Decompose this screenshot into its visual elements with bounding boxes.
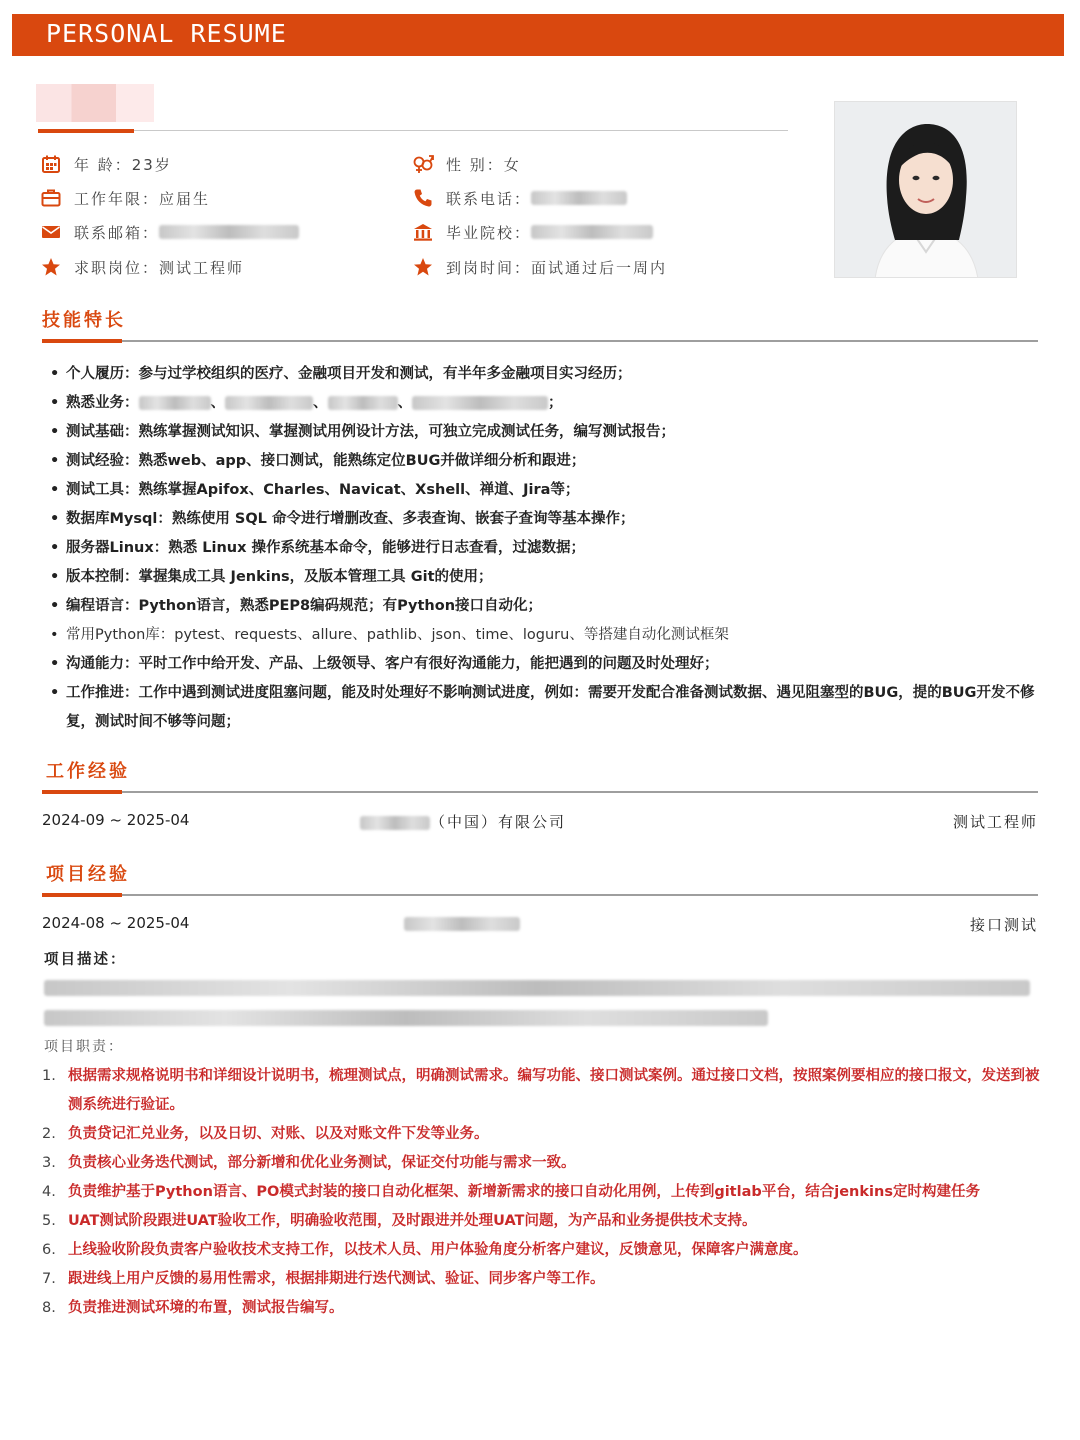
email-redacted bbox=[159, 225, 299, 239]
redacted-text bbox=[225, 396, 313, 410]
project-name-redacted bbox=[404, 917, 520, 931]
school-redacted bbox=[531, 225, 653, 239]
redacted-text bbox=[412, 396, 548, 410]
calendar-icon bbox=[40, 153, 62, 175]
skill-item: • 熟悉业务： 、 、 、 ； bbox=[46, 389, 1040, 418]
school-icon bbox=[412, 221, 434, 243]
duty-item: 1. 根据需求规格说明书和详细设计说明书，梳理测试点，明确测试需求。编写功能、接口测试案例。通过接口文档，按照案例要相应的接口报文，发送到被测系统进行验证。 bbox=[42, 1068, 1040, 1113]
page-title: PERSONAL RESUME bbox=[46, 19, 287, 48]
phone-icon bbox=[412, 187, 434, 209]
project-duty-label: 项目职责： bbox=[44, 1039, 124, 1055]
duty-item: 5. UAT测试阶段跟进UAT验收工作，明确验收范围，及时跟进并处理UAT问题，为产品和业务提供技术支持。 bbox=[42, 1213, 757, 1229]
project-type: 接口测试 bbox=[969, 916, 1038, 934]
info-gender-text: 性 别：女 bbox=[446, 155, 521, 174]
phone-redacted bbox=[531, 191, 627, 205]
work-date: 2024-09 ~ 2025-04 bbox=[42, 811, 190, 829]
skill-item: • 工作推进：工作中遇到测试进度阻塞问题，能及时处理好不影响测试进度，例如：需要开发配合准备测试数据、遇见阻塞型的BUG，提的BUG开发不修复，测试时间不够等问题； bbox=[46, 679, 1040, 737]
info-gender bbox=[412, 152, 521, 176]
project-desc-redacted bbox=[44, 980, 1030, 1026]
info-phone bbox=[412, 186, 627, 210]
company-redacted bbox=[360, 816, 430, 830]
work-role: 测试工程师 bbox=[952, 813, 1038, 831]
info-position bbox=[40, 255, 244, 279]
briefcase-icon bbox=[40, 187, 62, 209]
info-arrival-text: 到岗时间：面试通过后一周内 bbox=[446, 258, 668, 277]
redacted-text bbox=[139, 396, 211, 410]
skill-item: • 编程语言：Python语言，熟悉PEP8编码规范；有Python接口自动化； bbox=[46, 592, 1040, 621]
skills-list bbox=[46, 360, 1040, 737]
info-email bbox=[40, 220, 299, 244]
skills-title: 技能特长 bbox=[42, 310, 126, 331]
project-title: 项目经验 bbox=[46, 864, 130, 885]
star-icon bbox=[412, 256, 434, 278]
duty-item: 4. 负责维护基于Python语言、PO模式封装的接口自动化框架、新增新需求的接口自动化用例，上传到gitlab平台，结合jenkins定时构建任务 bbox=[42, 1184, 980, 1200]
info-work-years-text: 工作年限：应届生 bbox=[74, 189, 211, 208]
profile-photo bbox=[834, 101, 1017, 278]
skill-item: • 服务器Linux：熟悉 Linux 操作系统基本命令，能够进行日志查看，过滤数据； bbox=[46, 534, 1040, 563]
info-work-years bbox=[40, 186, 210, 210]
skills-divider-accent bbox=[42, 339, 122, 343]
info-school-label: 毕业院校： bbox=[446, 223, 532, 242]
info-age bbox=[40, 152, 172, 176]
skills-divider bbox=[42, 340, 1038, 342]
duty-item: 3. 负责核心业务迭代测试，部分新增和优化业务测试，保证交付功能与需求一致。 bbox=[42, 1155, 576, 1171]
work-title: 工作经验 bbox=[46, 761, 130, 782]
duty-list bbox=[42, 1062, 1040, 1323]
skill-item: • 测试经验：熟悉web、app、接口测试，能熟练定位BUG并做详细分析和跟进； bbox=[46, 447, 1040, 476]
skill-item: • 数据库Mysql：熟练使用 SQL 命令进行增删改查、多表查询、嵌套子查询等基本操作； bbox=[46, 505, 1040, 534]
skill-item: • 沟通能力：平时工作中给开发、产品、上级领导、客户有很好沟通能力，能把遇到的问题及时处理好； bbox=[46, 650, 1040, 679]
name-redacted bbox=[36, 84, 154, 122]
project-desc-label: 项目描述： bbox=[44, 952, 127, 968]
skill-item: • 常用Python库：pytest、requests、allure、pathlib、json、time、loguru、等搭建自动化测试框架 bbox=[46, 621, 1040, 650]
info-arrival bbox=[412, 255, 667, 279]
info-email-label: 联系邮箱： bbox=[74, 223, 160, 242]
info-position-text: 求职岗位：测试工程师 bbox=[74, 258, 245, 277]
skill-item: • 版本控制：掌握集成工具 Jenkins，及版本管理工具 Git的使用； bbox=[46, 563, 1040, 592]
duty-item: 6. 上线验收阶段负责客户验收技术支持工作，以技术人员、用户体验角度分析客户建议，反馈意见，保障客户满意度。 bbox=[42, 1242, 808, 1258]
mail-icon bbox=[40, 221, 62, 243]
name-divider bbox=[38, 130, 788, 131]
skill-item: • 测试基础：熟练掌握测试知识、掌握测试用例设计方法，可独立完成测试任务，编写测试报告； bbox=[46, 418, 1040, 447]
redacted-text bbox=[328, 396, 398, 410]
info-phone-label: 联系电话： bbox=[446, 189, 532, 208]
project-name bbox=[404, 914, 520, 932]
project-entry bbox=[42, 914, 1038, 938]
gender-icon bbox=[412, 153, 434, 175]
name-divider-accent bbox=[38, 129, 134, 133]
info-school bbox=[412, 220, 653, 244]
project-date: 2024-08 ~ 2025-04 bbox=[42, 914, 190, 932]
skill-item: • 测试工具：熟练掌握Apifox、Charles、Navicat、Xshell、禅道、Jira等； bbox=[46, 476, 1040, 505]
star-icon bbox=[40, 256, 62, 278]
project-divider bbox=[42, 894, 1038, 896]
skill-item: • 个人履历：参与过学校组织的医疗、金融项目开发和测试，有半年多金融项目实习经历； bbox=[46, 360, 1040, 389]
work-company: （中国）有限公司 bbox=[360, 811, 566, 832]
duty-item: 2. 负责贷记汇兑业务，以及日切、对账、以及对账文件下发等业务。 bbox=[42, 1126, 489, 1142]
project-divider-accent bbox=[42, 893, 122, 897]
info-age-text: 年 龄：23岁 bbox=[74, 155, 172, 174]
duty-item: 7. 跟进线上用户反馈的易用性需求，根据排期进行迭代测试、验证、同步客户等工作。 bbox=[42, 1271, 605, 1287]
work-entry bbox=[42, 811, 1038, 835]
header-bar bbox=[12, 14, 1064, 56]
work-divider bbox=[42, 791, 1038, 793]
duty-item: 8. 负责推进测试环境的布置，测试报告编写。 bbox=[42, 1300, 344, 1316]
work-divider-accent bbox=[42, 790, 122, 794]
